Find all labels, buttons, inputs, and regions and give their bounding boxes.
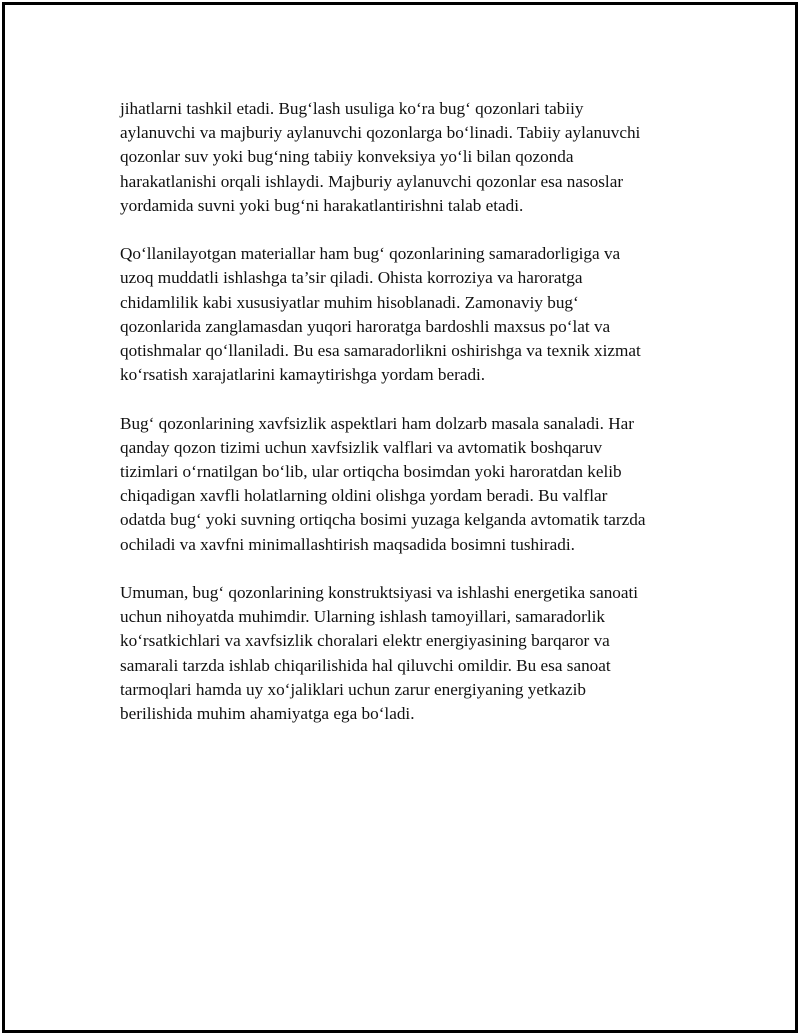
paragraph-boiler-materials: Qo‘llanilayotgan materiallar ham bug‘ qozonlarining samaradorligiga va uzoq muddatli ishlashga ta’sir qiladi. Ohista korroziya va haroratga chidamlilik kabi xususiyatlar muhim hisoblanadi. Zamonaviy bug‘ qozonlarida zanglamasdan yuqori haroratga bardoshli maxsus po‘lat va qotishmalar qo‘llaniladi. Bu esa samaradorlikni oshirishga va texnik xizmat ko‘rsatish xarajatlarini kamaytirishga yordam beradi. bbox=[120, 244, 641, 385]
paragraph-conclusion: Umuman, bug‘ qozonlarining konstruktsiyasi va ishlashi energetika sanoati uchun nihoyatda muhimdir. Ularning ishlash tamoyillari, samaradorlik ko‘rsatkichlari va xavfsizlik choralari elektr energiyasining barqaror va samarali tarzda ishlab chiqarilishida hal qiluvchi omildir. Bu esa sanoat tarmoqlari hamda uy xo‘jaliklari uchun zarur energiyaning yetkazib berilishida muhim ahamiyatga ega bo‘ladi. bbox=[120, 583, 639, 724]
paragraph-boiler-circulation-types: jihatlarni tashkil etadi. Bug‘lash usuliga ko‘ra bug‘ qozonlari tabiiy aylanuvchi va majburiy aylanuvchi qozonlarga bo‘linadi. Tabiiy aylanuvchi qozonlar suv yoki bug‘ning tabiiy konveksiya yo‘li bilan qozonda harakatlanishi orqali ishlaydi. Majburiy aylanuvchi qozonlar esa nasoslar yordamida suvni yoki bug‘ni harakatlantirishni talab etadi. bbox=[120, 99, 641, 215]
document-body bbox=[120, 97, 700, 750]
page-frame bbox=[2, 2, 798, 1033]
paragraph-boiler-safety: Bug‘ qozonlarining xavfsizlik aspektlari ham dolzarb masala sanaladi. Har qanday qozon tizimi uchun xavfsizlik valflari va avtomatik boshqaruv tizimlari o‘rnatilgan bo‘lib, ular ortiqcha bosimdan yoki haroratdan kelib chiqadigan xavfli holatlarning oldini olishga yordam beradi. Bu valflar odatda bug‘ yoki suvning ortiqcha bosimi yuzaga kelganda avtomatik tarzda ochiladi va xavfni minimallashtirish maqsadida bosimni tushiradi. bbox=[120, 413, 646, 554]
